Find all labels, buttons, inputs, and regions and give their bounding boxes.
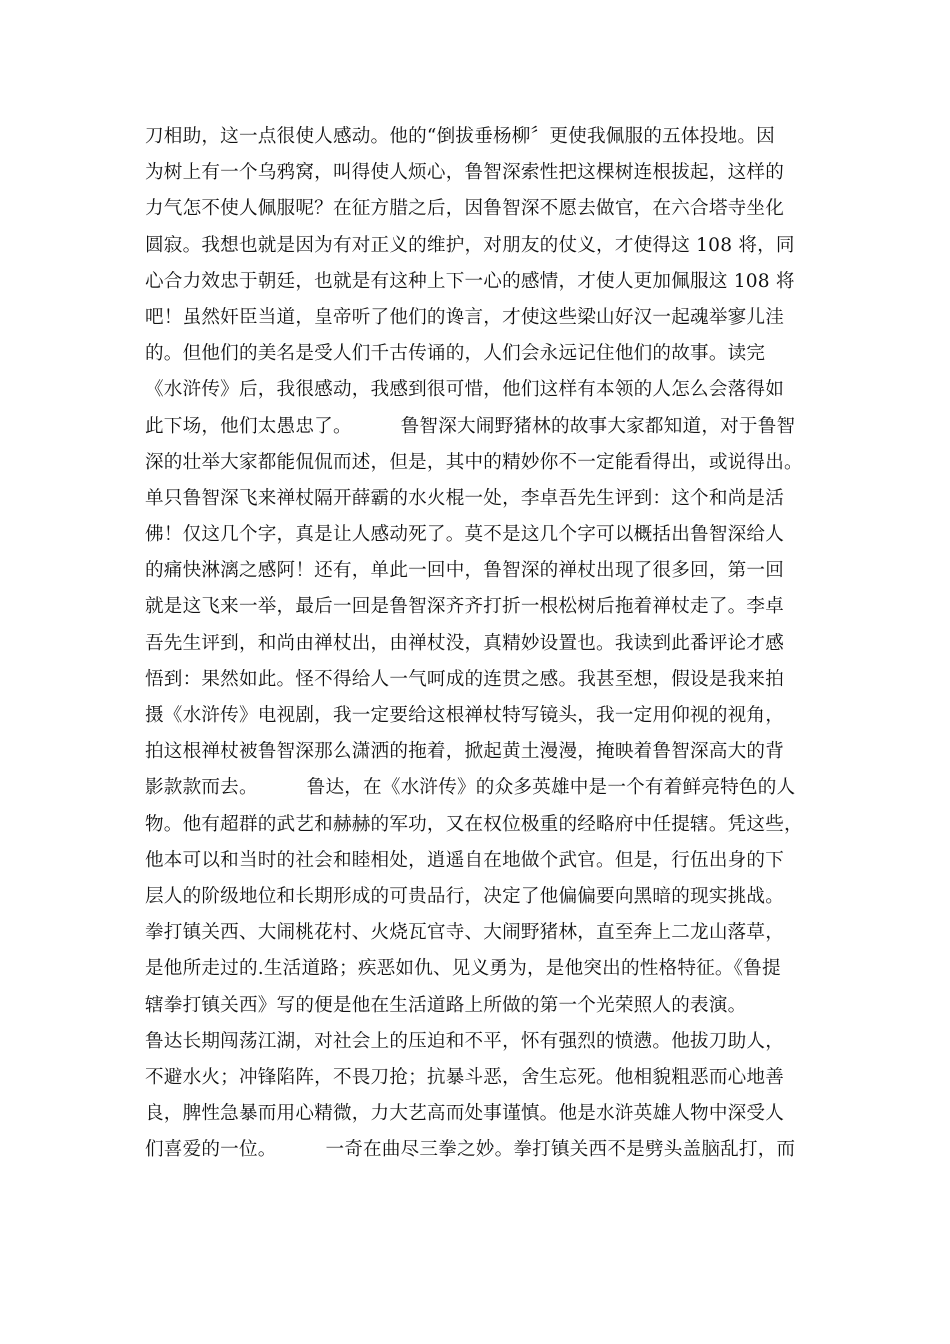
text-line: 佛！仅这几个字，真是让人感动死了。莫不是这几个字可以概括出鲁智深给人 bbox=[145, 524, 784, 546]
text-line: 吾先生评到，和尚由禅杖出，由禅杖没，真精妙设置也。我读到此番评论才感 bbox=[145, 632, 784, 654]
text-line: 他本可以和当时的社会和睦相处，逍遥自在地做个武官。但是，行伍出身的下 bbox=[145, 849, 784, 871]
text-line: 是他所走过的.生活道路；疾恶如仇、见义勇为，是他突出的性格特征。《鲁提 bbox=[145, 958, 781, 980]
text-line: 的痛快淋漓之感阿！还有，单此一回中，鲁智深的禅杖出现了很多回，第一回 bbox=[145, 560, 784, 582]
text-line: 圆寂。我想也就是因为有对正义的维护，对朋友的仗义，才使得这 108 将，同 bbox=[145, 234, 795, 256]
text-line: 《水浒传》后，我很感动，我感到很可惜，他们这样有本领的人怎么会落得如 bbox=[145, 379, 784, 401]
text-line: 辖拳打镇关西》写的便是他在生活道路上所做的第一个光荣照人的表演。 bbox=[145, 994, 747, 1016]
text-line: 影款款而去。 鲁达，在《水浒传》的众多英雄中是一个有着鲜亮特色的人 bbox=[145, 777, 796, 799]
text-line: 的。但他们的美名是受人们千古传诵的，人们会永远记住他们的故事。读完 bbox=[145, 343, 766, 365]
text-line: 心合力效忠于朝廷，也就是有这种上下一心的感情，才使人更加佩服这 108 将 bbox=[145, 270, 795, 292]
text-line: 良，脾性急暴而用心精微，力大艺高而处事谨慎。他是水浒英雄人物中深受人 bbox=[145, 1103, 784, 1125]
text-line: 层人的阶级地位和长期形成的可贵品行，决定了他偏偏要向黑暗的现实挑战。 bbox=[145, 885, 784, 907]
body-text bbox=[145, 119, 825, 1168]
text-line: 不避水火；冲锋陷阵，不畏刀抢；抗暴斗恶，舍生忘死。他相貌粗恶而心地善 bbox=[145, 1066, 784, 1088]
text-line: 物。他有超群的武艺和赫赫的军功，又在权位极重的经略府中任提辖。凭这些， bbox=[145, 813, 803, 835]
text-line: 鲁达长期闯荡江湖，对社会上的压迫和不平，怀有强烈的愤懑。他拔刀助人， bbox=[145, 1030, 784, 1052]
text-line: 们喜爱的一位。 一奇在曲尽三拳之妙。拳打镇关西不是劈头盖脑乱打，而 bbox=[145, 1139, 796, 1161]
text-line: 拳打镇关西、大闹桃花村、火烧瓦官寺、大闹野猪林，直至奔上二龙山落草， bbox=[145, 922, 784, 944]
text-line: 刀相助，这一点很使人感动。他的“倒拔垂杨柳〞更使我佩服的五体投地。因 bbox=[145, 126, 775, 147]
text-line: 就是这飞来一举，最后一回是鲁智深齐齐打折一根松树后拖着禅杖走了。李卓 bbox=[145, 596, 784, 618]
text-line: 单只鲁智深飞来禅杖隔开薛霸的水火棍一处，李卓吾先生评到：这个和尚是活 bbox=[145, 487, 784, 509]
text-line: 此下场，他们太愚忠了。 鲁智深大闹野猪林的故事大家都知道，对于鲁智 bbox=[145, 415, 796, 437]
text-line: 吧！虽然奸臣当道，皇帝听了他们的谗言，才使这些梁山好汉一起魂举寥儿洼 bbox=[145, 306, 784, 328]
text-line: 力气怎不使人佩服呢？在征方腊之后，因鲁智深不愿去做官，在六合塔寺坐化 bbox=[145, 198, 784, 220]
text-line: 为树上有一个乌鸦窝，叫得使人烦心，鲁智深索性把这棵树连根拔起，这样的 bbox=[145, 162, 784, 184]
text-line: 拍这根禅杖被鲁智深那么潇洒的拖着，掀起黄土漫漫，掩映着鲁智深高大的背 bbox=[145, 741, 784, 763]
text-line: 悟到：果然如此。怪不得给人一气呵成的连贯之感。我甚至想，假设是我来拍 bbox=[145, 668, 784, 690]
text-line: 摄《水浒传》电视剧，我一定要给这根禅杖特写镜头，我一定用仰视的视角， bbox=[145, 705, 784, 726]
text-line: 深的壮举大家都能侃侃而述，但是，其中的精妙你不一定能看得出，或说得出。 bbox=[145, 451, 803, 473]
